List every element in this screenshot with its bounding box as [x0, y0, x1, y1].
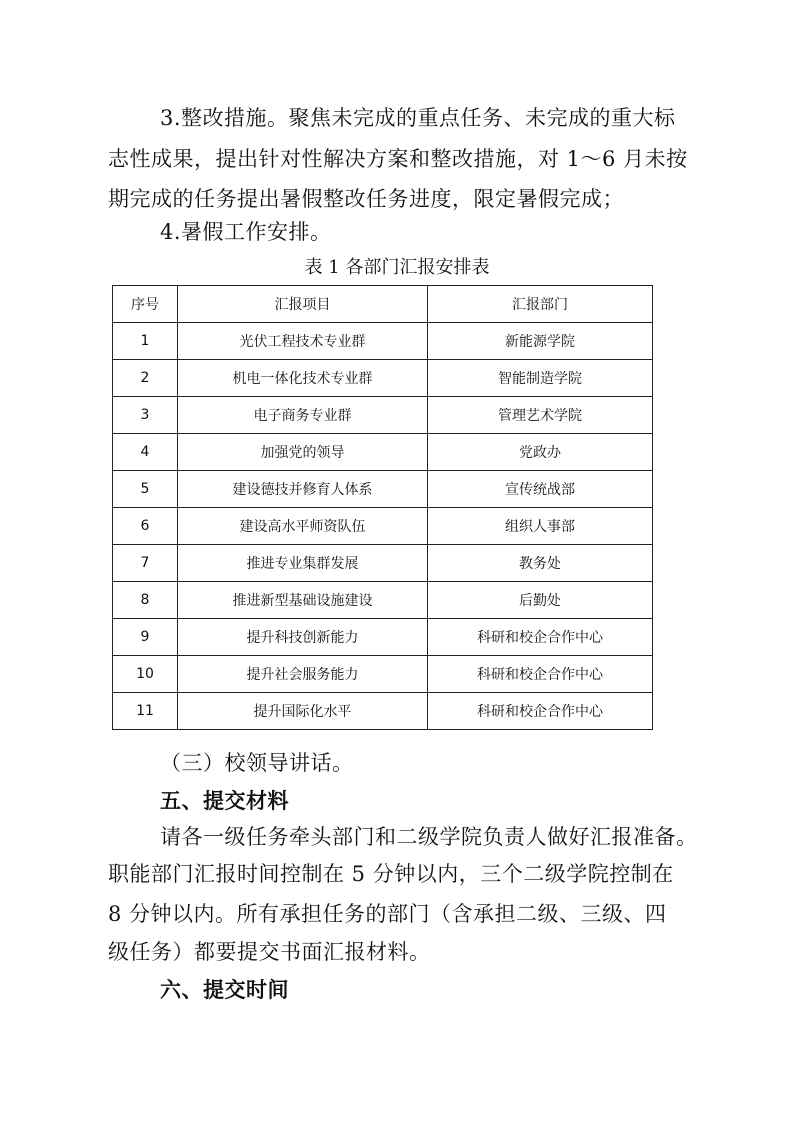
header-department: 汇报部门: [428, 286, 653, 323]
cell-index: 5: [113, 471, 178, 508]
cell-index: 7: [113, 545, 178, 582]
cell-index: 10: [113, 656, 178, 693]
table-row: [113, 545, 653, 582]
cell-index: 9: [113, 619, 178, 656]
table-row: [113, 471, 653, 508]
section-heading: 五、提交材料: [160, 789, 289, 813]
cell-department: 宣传统战部: [428, 471, 653, 508]
cell-item: 建设德技并修育人体系: [178, 471, 428, 508]
report-schedule-table: [112, 285, 653, 730]
cell-department: 科研和校企合作中心: [428, 619, 653, 656]
cell-index: 2: [113, 360, 178, 397]
cell-item: 提升科技创新能力: [178, 619, 428, 656]
cell-item: 建设高水平师资队伍: [178, 508, 428, 545]
paragraph-line: 3.整改措施。聚焦未完成的重点任务、未完成的重大标: [160, 106, 676, 130]
cell-department: 新能源学院: [428, 323, 653, 360]
header-item: 汇报项目: [178, 286, 428, 323]
cell-index: 4: [113, 434, 178, 471]
cell-item: 推进专业集群发展: [178, 545, 428, 582]
cell-department: 管理艺术学院: [428, 397, 653, 434]
cell-index: 6: [113, 508, 178, 545]
cell-department: 智能制造学院: [428, 360, 653, 397]
paragraph-line: 8 分钟以内。所有承担任务的部门（含承担二级、三级、四: [108, 902, 667, 926]
paragraph-line: 期完成的任务提出暑假整改任务进度，限定暑假完成；: [108, 187, 624, 211]
cell-index: 8: [113, 582, 178, 619]
cell-item: 机电一体化技术专业群: [178, 360, 428, 397]
cell-department: 教务处: [428, 545, 653, 582]
cell-item: 推进新型基础设施建设: [178, 582, 428, 619]
table-row: [113, 323, 653, 360]
section-heading: 六、提交时间: [160, 978, 289, 1002]
paragraph-line: 4.暑假工作安排。: [160, 220, 332, 244]
table-header-row: [113, 286, 653, 323]
cell-department: 后勤处: [428, 582, 653, 619]
table-caption: 表 1 各部门汇报安排表: [304, 257, 490, 278]
cell-item: 提升国际化水平: [178, 693, 428, 730]
cell-department: 科研和校企合作中心: [428, 656, 653, 693]
paragraph-line: 职能部门汇报时间控制在 5 分钟以内，三个二级学院控制在: [108, 862, 674, 886]
cell-item: 提升社会服务能力: [178, 656, 428, 693]
cell-index: 1: [113, 323, 178, 360]
table-row: [113, 508, 653, 545]
cell-department: 组织人事部: [428, 508, 653, 545]
cell-item: 加强党的领导: [178, 434, 428, 471]
cell-item: 光伏工程技术专业群: [178, 323, 428, 360]
header-index: 序号: [113, 286, 178, 323]
table-row: [113, 582, 653, 619]
paragraph-line: 级任务）都要提交书面汇报材料。: [108, 940, 431, 964]
cell-item: 电子商务专业群: [178, 397, 428, 434]
table-row: [113, 397, 653, 434]
table-row: [113, 693, 653, 730]
table-row: [113, 360, 653, 397]
cell-department: 党政办: [428, 434, 653, 471]
table-row: [113, 656, 653, 693]
paragraph-line: （三）校领导讲话。: [160, 751, 354, 775]
table-row: [113, 434, 653, 471]
cell-department: 科研和校企合作中心: [428, 693, 653, 730]
paragraph-line: 请各一级任务牵头部门和二级学院负责人做好汇报准备。: [160, 825, 698, 849]
cell-index: 3: [113, 397, 178, 434]
paragraph-line: 志性成果，提出针对性解决方案和整改措施，对 1～6 月未按: [108, 147, 688, 171]
table-row: [113, 619, 653, 656]
cell-index: 11: [113, 693, 178, 730]
